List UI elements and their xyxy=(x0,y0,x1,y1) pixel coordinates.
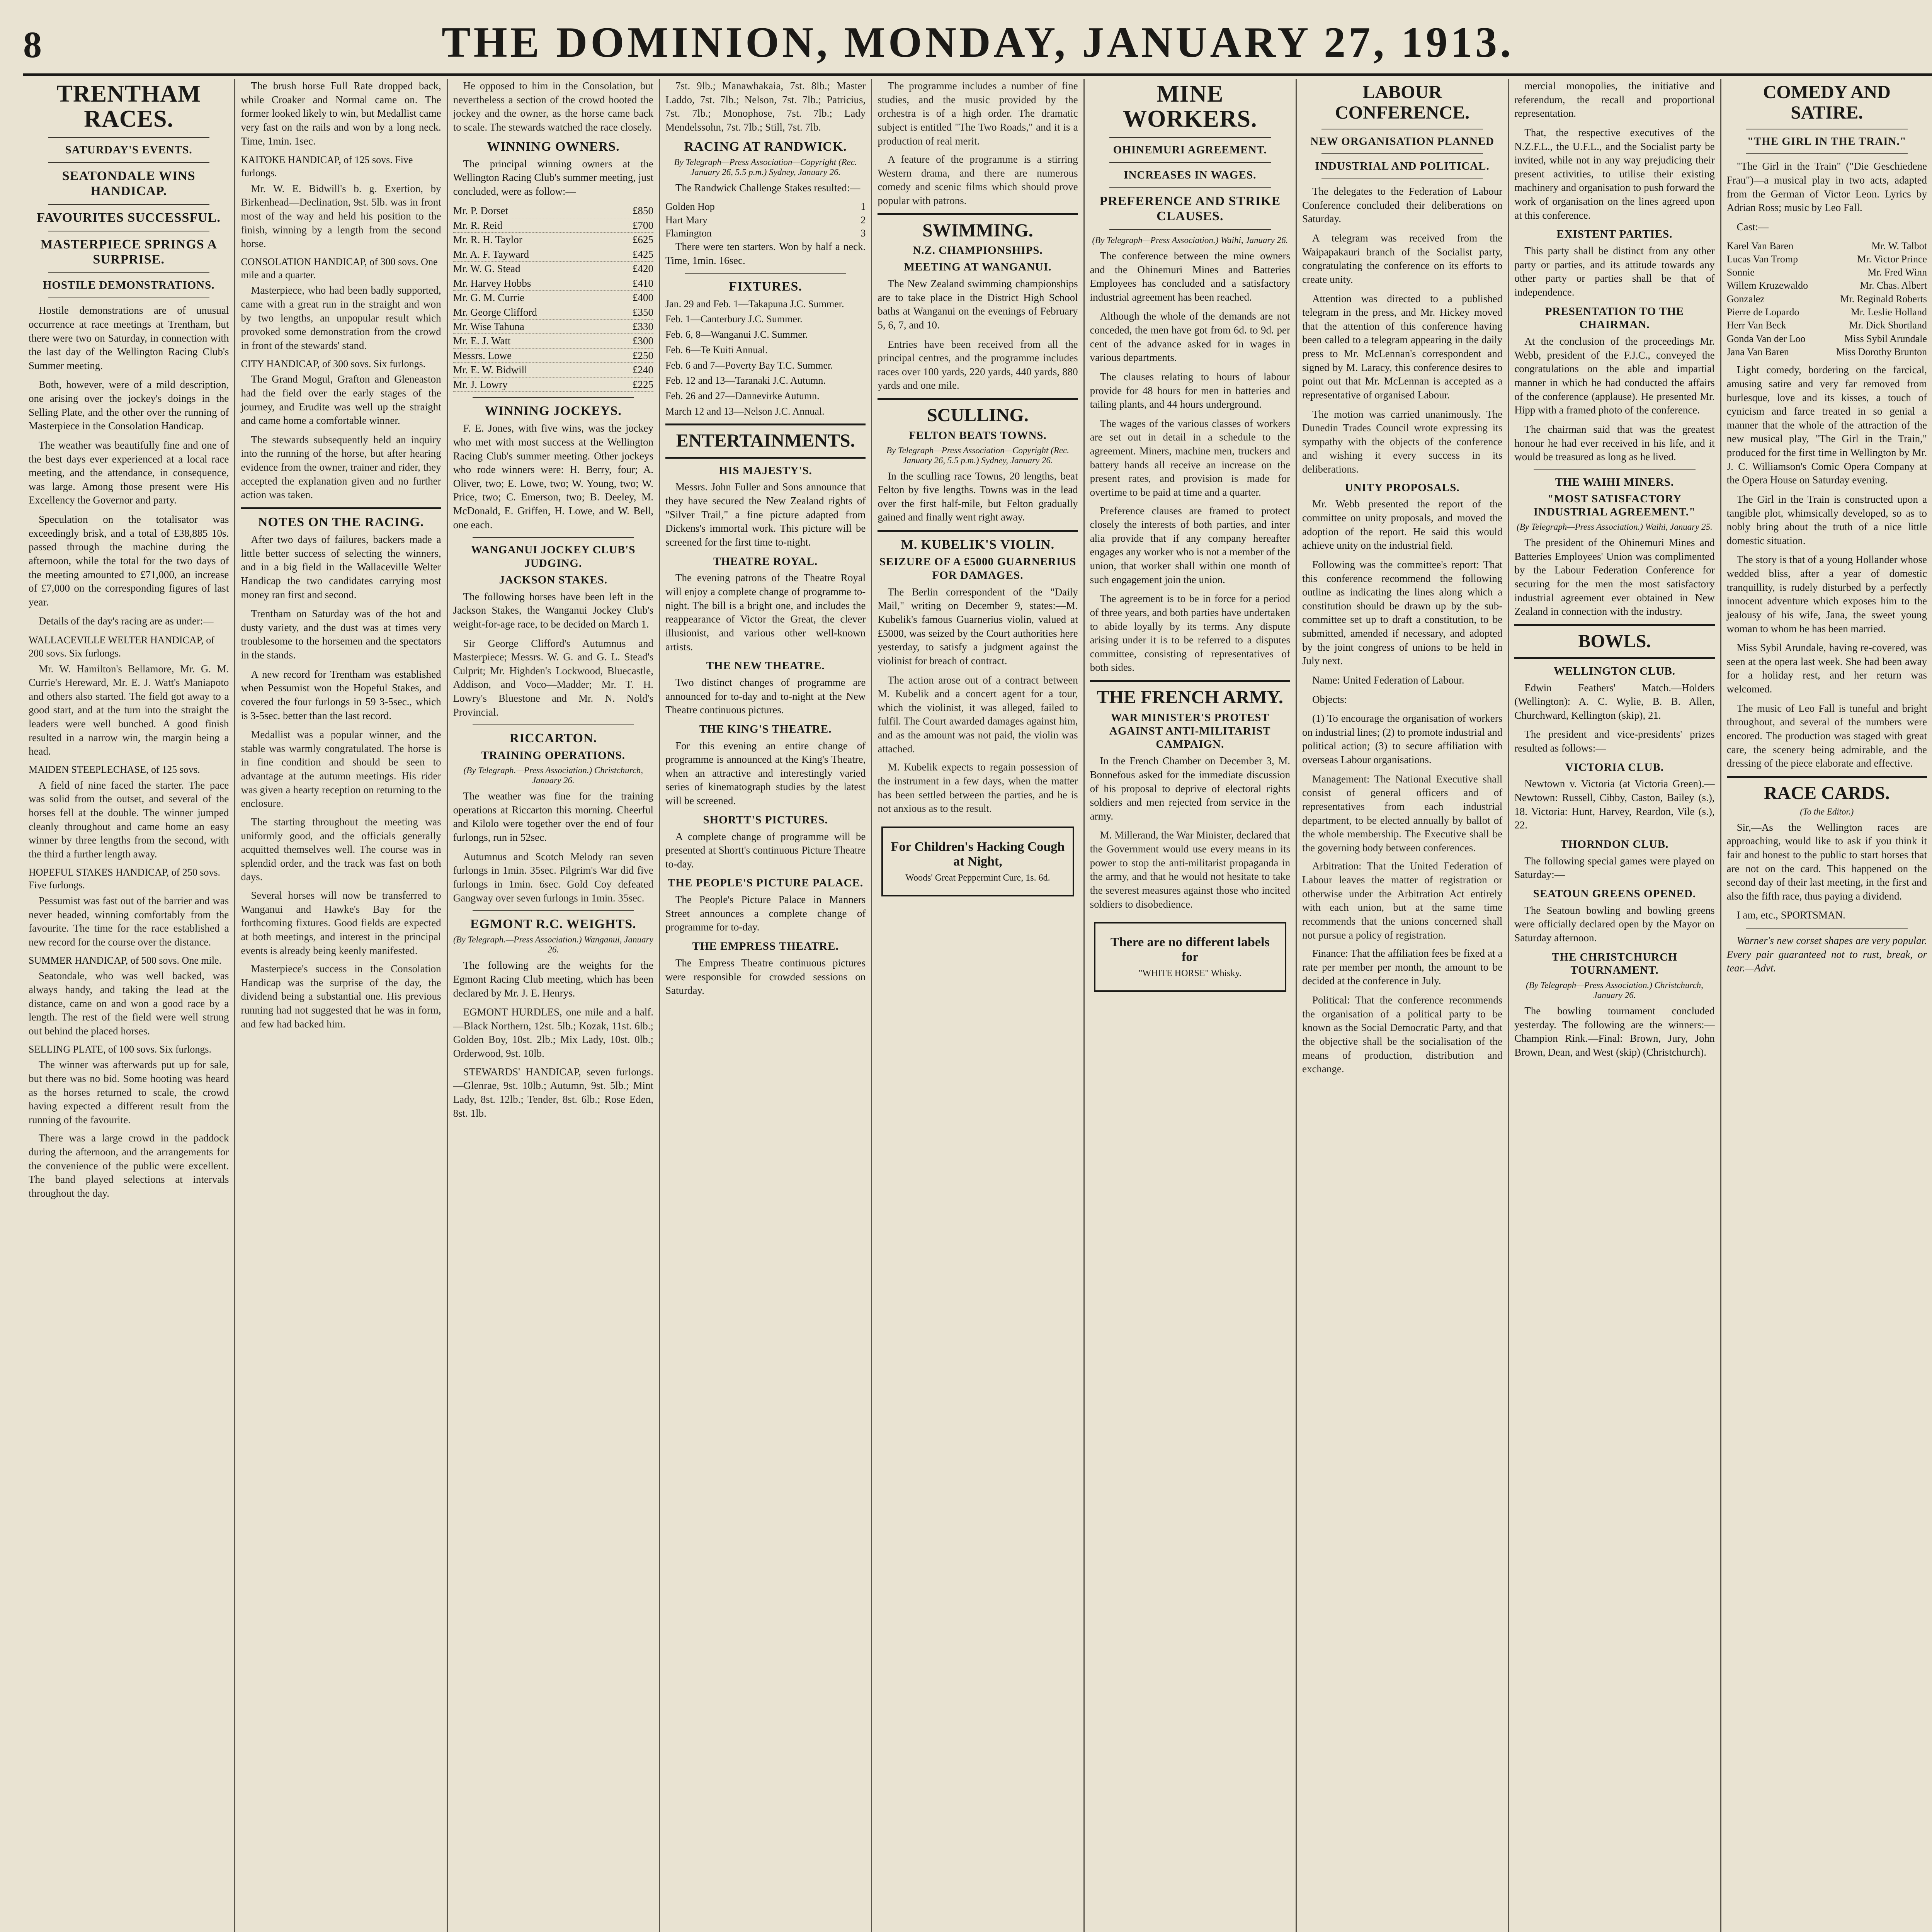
randwick-text: The Randwick Challenge Stakes resulted:— xyxy=(675,182,861,194)
owner-row: Mr. R. H. Taylor £625 xyxy=(453,233,653,247)
divider xyxy=(473,724,634,725)
divider xyxy=(1109,229,1271,230)
race-cards-text: Sir,—As the Wellington races are approaching, would like to ask if you think it fair and honest to the public to start horses that are not on the card. This happened on the second day of their last meeting, in the first and also the fifth race, thus paying a dividend. xyxy=(1726,821,1927,902)
divider xyxy=(1746,928,1908,929)
race-result: KAITOKE HANDICAP, of 125 sovs. Five furlongs. xyxy=(241,154,413,179)
divider xyxy=(1514,657,1714,659)
divider xyxy=(48,272,209,273)
trentham-paragraph: Both, however, were of a mild description, one arising over the jockey's doings in the Selling Plate, and the other over the running of Masterpiece in the Consolation Handicap. xyxy=(29,379,229,432)
unity-text: Mr. Webb presented the report of the committee on unity proposals, and moved the adoption of the report. He said this would achieve unity on the industrial field. xyxy=(1302,498,1503,551)
owner-row: Mr. R. Reid £700 xyxy=(453,218,653,233)
notes-paragraph: After two days of failures, backers made a little better success of selecting the winners, and in a big field in the Wallaceville Welter Handicap the two candidates carrying most money ran first and second. xyxy=(241,534,441,600)
labour-detail: The motion was carried unanimously. The Dunedin Trades Council wrote expressing its sympathy with the objects of the conference and wishing it every success in its deliberations. xyxy=(1302,408,1503,475)
thorndon-club-text: The following special games were played on Saturday:— xyxy=(1514,855,1715,881)
owner-row: Mr. Harvey Hobbs £410 xyxy=(453,276,653,291)
randwick-place-row: Flamington 3 xyxy=(665,227,866,239)
kings-text: For this evening an entire change of programme is announced at the King's Theatre, when an attractive and interestingly varied series of kinematograph studies by the latest will be screened. xyxy=(665,740,866,807)
race-cards-subheading: (To the Editor.) xyxy=(1800,806,1854,816)
divider xyxy=(1746,153,1908,154)
fixture-item: Feb. 26 and 27—Dannevirke Autumn. xyxy=(665,390,820,402)
divider xyxy=(878,398,1078,400)
divider xyxy=(1109,137,1271,138)
newtheatre-text: Two distinct changes of programme are announced for to-day and to-night at the New Theatre continuous pictures. xyxy=(665,676,866,716)
christchurch-heading: THE CHRISTCHURCH TOURNAMENT. xyxy=(1552,951,1677,977)
divider xyxy=(1514,624,1714,626)
race-detail: Masterpiece's success in the Consolation Handicap was the surprise of the day, the dividend being a substantial one. His previous running had not suggested that he was in form, and few had backed him. xyxy=(241,963,441,1030)
majesty-heading: HIS MAJESTY'S. xyxy=(719,464,812,477)
labour-paragraph: A telegram was received from the Waipapakauri branch of the Socialist party, congratulating the conference on its efforts to create unity. xyxy=(1302,232,1503,285)
mine-detail: The wages of the various classes of workers are set out in detail in a schedule to the agreement. Miners, machine men, truckers and battery hands all receive an increase on the present rates, and provision is made for overtime to be paid at time and a quarter. xyxy=(1090,417,1290,498)
entertainment-detail: The programme includes a number of fine studies, and the music provided by the orchestra is of a high order. The dramatic subject is entitled "The Two Roads," and it is a production of real merit. xyxy=(878,80,1078,147)
winning-owners-heading: WINNING OWNERS. xyxy=(486,139,620,154)
notes-paragraph: Trentham on Saturday was of the hot and dusty variety, and the dust was at times very troublesome to the horsemen and the spectators in the stands. xyxy=(241,608,441,661)
sculling-heading: SCULLING. xyxy=(927,405,1029,426)
royal-heading: THEATRE ROYAL. xyxy=(713,555,818,568)
randwick-place-row: Golden Hop 1 xyxy=(665,201,866,213)
shortts-heading: SHORTT'S PICTURES. xyxy=(703,813,828,826)
race-detail: A field of nine faced the starter. The pace was solid from the outset, and several of the horses fell at the double. The winner jumped cleanly throughout and came home an easy winner by three lengths from the second, with the third a further length away. xyxy=(29,779,229,860)
labour-subheading-1: NEW ORGANISATION PLANNED xyxy=(1310,135,1494,148)
swimming-detail: Entries have been received from all the principal centres, and the programme includes races over 100 yards, 220 yards, 440 yards, 880 yards and one mile. xyxy=(878,338,1078,391)
chairman-text-2: The chairman said that was the greatest honour he had ever received in his life, and it would be treasured as long as he lived. xyxy=(1514,423,1715,463)
swimming-subheading-2: MEETING AT WANGANUI. xyxy=(904,261,1052,274)
column-2 xyxy=(235,79,447,1932)
race-detail: Several horses will now be transferred to Wanganui and Hawke's Bay for the forthcoming fixtures. Good fields are expected at both meetings, and interest in the principal events is already being keenly manifested. xyxy=(241,889,441,956)
objects-heading: Objects: xyxy=(1312,693,1347,705)
riccarton-heading: RICCARTON. xyxy=(509,731,597,746)
race-detail: Masterpiece, who had been badly supported, came with a great run in the straight and won by two lengths, an unpopular result which provoked some demonstration from the crowd in front of the stewards' stand. xyxy=(241,284,441,351)
trentham-subhead-3: FAVOURITES SUCCESSFUL. xyxy=(37,211,221,225)
chairman-text: At the conclusion of the proceedings Mr. Webb, president of the F.J.C., conveyed the congratulations on the able and impartial manner in which he had conducted the affairs of the conference (applause). He presented Mr. Hipp with a framed photo of the conference. xyxy=(1514,335,1715,416)
egmont-heading: EGMONT R.C. WEIGHTS. xyxy=(470,917,636,932)
kubelik-detail: M. Kubelik expects to regain possession of the instrument in a few days, when the matter has been settled between the parties, and he is not anxious as to the result. xyxy=(878,761,1078,815)
fixture-item: Feb. 6—Te Kuiti Annual. xyxy=(665,344,768,355)
entertainment-detail: A feature of the programme is a stirring Western drama, and there are numerous comedy and scenic films which should prove popular with patrons. xyxy=(878,153,1078,206)
divider xyxy=(473,910,634,911)
randwick-credit: By Telegraph—Press Association—Copyright (Rec. January 26, 5.5 p.m.) Sydney, January 26. xyxy=(674,157,857,177)
newtheatre-heading: THE NEW THEATRE. xyxy=(706,660,825,672)
egmont-credit: (By Telegraph.—Press Association.) Wanganui, January 26. xyxy=(453,935,653,955)
mine-subheading-1: OHINEMURI AGREEMENT. xyxy=(1113,144,1267,156)
cast-row: Herr Van Beck Mr. Dick Shortland xyxy=(1726,320,1927,331)
race-detail: The winner was afterwards put up for sale, but there was no bid. Some hooting was heard as the horses returned to scale, the crowd having expected a different result from the running of the favourite. xyxy=(29,1059,229,1126)
felton-credit: By Telegraph—Press Association—Copyright (Rec. January 26, 5.5 p.m.) Sydney, January 26. xyxy=(886,445,1070,465)
mine-detail: The agreement is to be in force for a period of three years, and both parties have undertaken to abide loyally by its terms. Any dispute arising under it is to be referred to a disputes committee, consisting of representatives of both sides. xyxy=(1090,593,1290,673)
results-heading: Details of the day's racing are as under:— xyxy=(39,615,214,627)
divider xyxy=(665,423,866,425)
race-detail: Mr. W. E. Bidwill's b. g. Exertion, by Birkenhead—Declination, 9st. 5lb. was in front most of the way and held his position to the finish, winning by a length from the second horse. xyxy=(241,182,441,250)
labour-paragraph: The delegates to the Federation of Labour Conference concluded their deliberations on Saturday. xyxy=(1302,185,1503,225)
kubelik-detail: The action arose out of a contract between M. Kubelik and a concert agent for a tour, which the violinist, it was alleged, failed to fulfil. The Court awarded damages against him, and as the amount was not paid, the violin was attached. xyxy=(878,674,1078,755)
trentham-paragraph: Speculation on the totalisator was exceedingly brisk, and a total of £38,885 10s. passed through the machine during the afternoon, while the total for the two days of the meeting amounted to £71,000, an increase of £7,000 on the corresponding figures of last year. xyxy=(29,514,229,608)
race-detail: He opposed to him in the Consolation, but nevertheless a section of the crowd hooted the jockey and the owner, as the horse came back to scale. The stewards watched the race closely. xyxy=(453,80,653,133)
trentham-paragraph: Hostile demonstrations are of unusual occurrence at race meetings at Trentham, but there were two on Saturday, in connection with the last day of the Wellington Racing Club's Summer meeting. xyxy=(29,304,229,371)
race-result: CITY HANDICAP, of 300 sovs. Six furlongs. xyxy=(241,358,426,369)
egmont-text: The following are the weights for the Egmont Racing Club meeting, which has been declared by Mr. J. E. Henrys. xyxy=(453,959,653,999)
column-7 xyxy=(1297,79,1509,1932)
labour-detail: Arbitration: That the United Federation of Labour leaves the matter of registration or otherwise under the Arbitration Act entirely with each union, but at the same time recommends that the unions concerned shall not pursue a policy of registration. xyxy=(1302,860,1503,941)
column-9 xyxy=(1721,79,1932,1932)
french-army-subheading: WAR MINISTER'S PROTEST AGAINST ANTI-MILITARIST CAMPAIGN. xyxy=(1109,711,1271,751)
notes-paragraph: A new record for Trentham was established when Pessumist won the Hopeful Stakes, and covered the four furlongs in 59 3-5sec., which is 3-5sec. better than the last record. xyxy=(241,668,441,721)
objects-text: (1) To encourage the organisation of workers on industrial lines; (2) to promote industrial and political action; (3) to secure affiliation with overseas Labour organisations. xyxy=(1302,713,1503,766)
owner-row: Mr. P. Dorset £850 xyxy=(453,204,653,218)
divider xyxy=(241,507,441,509)
race-result: CONSOLATION HANDICAP, of 300 sovs. One mile and a quarter. xyxy=(241,256,438,281)
comedy-subheading: "THE GIRL IN THE TRAIN." xyxy=(1747,135,1906,148)
owner-row: Mr. G. M. Currie £400 xyxy=(453,291,653,305)
mine-paragraph: Preference clauses are framed to protect closely the interests of both parties, and inter alia provide that if any company hereafter engages any worker who is not a member of the union, that worker shall within one month of such engagement join the union. xyxy=(1090,505,1290,585)
labour-detail: Management: The National Executive shall consist of general officers and of representatives from each industrial department, to be elected annually by ballot of the whole membership. The Executive shall be the governing body between conferences. xyxy=(1302,773,1503,854)
christchurch-text: The bowling tournament concluded yesterday. The following are the winners:—Champion Rink.—Final: Brown, Jury, John Brown, Dean, and West (skip) (Christchurch). xyxy=(1514,1005,1715,1058)
race-result: MAIDEN STEEPLECHASE, of 125 sovs. xyxy=(29,764,200,775)
winning-owners-list xyxy=(453,204,653,392)
mine-paragraph: The clauses relating to hours of labour provide for 48 hours for men in batteries and tailing plants, and 44 hours underground. xyxy=(1090,371,1290,410)
riccarton-text: The weather was fine for the training operations at Riccarton this morning. Cheerful and Kilolo were together over the end of four furlongs, run in 52sec. xyxy=(453,790,653,844)
race-result: HOPEFUL STAKES HANDICAP, of 250 sovs. Five furlongs. xyxy=(29,866,221,891)
peppermint-cure-advert: For Children's Hacking Cough at Night, Woods' Great Peppermint Cure, 1s. 6d. xyxy=(881,827,1074,896)
cast-row: Jana Van Baren Miss Dorothy Brunton xyxy=(1726,346,1927,358)
fixture-item: Jan. 29 and Feb. 1—Takapuna J.C. Summer. xyxy=(665,298,844,310)
divider xyxy=(48,204,209,205)
french-army-heading: THE FRENCH ARMY. xyxy=(1097,687,1283,708)
finance-text: Finance: That the affiliation fees be fixed at a rate per member per month, the amount to be decided at the conference in July. xyxy=(1302,947,1503,987)
mine-subheading-2: INCREASES IN WAGES. xyxy=(1124,168,1257,181)
column-5 xyxy=(872,79,1084,1932)
waihi-heading: THE WAIHI MINERS. xyxy=(1555,476,1674,488)
divider xyxy=(878,530,1078,532)
trentham-subhead-5: HOSTILE DEMONSTRATIONS. xyxy=(43,279,215,292)
riccarton-credit: (By Telegraph.—Press Association.) Christchurch, January 26. xyxy=(463,765,643,786)
cast-row: Karel Van Baren Mr. W. Talbot xyxy=(1726,240,1927,252)
felton-text: In the sculling race Towns, 20 lengths, beat Felton by five lengths. Towns was in the lead over the first half-mile, but Felton gradually gained and finally went right away. xyxy=(878,470,1078,523)
labour-paragraph: Attention was directed to a published telegram in the press, and Mr. Hickey moved that the attention of this conference having been called to a telegram appearing in the daily press to Mr. McLennan's correspondent and signed by M. Laracy, this conference desires to point out that Mr. McLennan is accepted as a representative of organised Labour. xyxy=(1302,293,1503,401)
cast-row: Gonda Van der Loo Miss Sybil Arundale xyxy=(1726,333,1927,344)
divider xyxy=(48,137,209,138)
mine-paragraph: Although the whole of the demands are not conceded, the men have got from 6d. to 9d. per cent of the advance asked for in wages in various departments. xyxy=(1090,310,1290,364)
comedy-heading: COMEDY AND SATIRE. xyxy=(1763,82,1891,123)
peoples-heading: THE PEOPLE'S PICTURE PALACE. xyxy=(668,877,864,889)
race-paragraph: The brush horse Full Rate dropped back, while Croaker and Normal came on. The former looked likely to win, but Medallist came very fast on the rails and won by a long neck. Time, 1min. 1sec. xyxy=(241,80,441,147)
owner-row: Mr. A. F. Tayward £425 xyxy=(453,247,653,262)
french-army-text: In the French Chamber on December 3, M. Bonnefous asked for the immediate discussion of his proposal to deprive of electoral rights soldiers and men rejected from service in the army. xyxy=(1090,755,1290,822)
race-result: WALLACEVILLE WELTER HANDICAP, of 200 sovs. Six furlongs. xyxy=(29,634,214,659)
labour-detail: Political: That the conference recommends the organisation of a political party to be known as the Social Democratic Party, and that the objective shall be the socialisation of the means of production, distribution and exchange. xyxy=(1302,994,1503,1075)
unity-text-2: Following was the committee's report: That this conference recommend the following outline as indicating the lines along which a constitution should be drawn up by the sub-committee set up to draft a constitution, to be submitted, amended if necessary, and adopted by the joint congress of unions to be held in July next. xyxy=(1302,558,1503,667)
labour-heading: LABOUR CONFERENCE. xyxy=(1335,82,1470,123)
royal-text: The evening patrons of the Theatre Royal will enjoy a complete change of programme to-night. The bill is a bright one, and includes the reappearance of Victor the Great, the clever illusionist, and various other well-known artists. xyxy=(665,572,866,653)
column-1 xyxy=(23,79,235,1932)
comedy-paragraph: Light comedy, bordering on the farcical, amusing satire and very far removed from burlesque, love and its kisses, a touch of cynicism and farce treated in so genial a manner that the whole of the attraction of the new musical play, "The Girl in the Train," produced for the first time in Wellington by Mr. J. C. Williamson's Comic Opera Company at the Opera House on Saturday evening. xyxy=(1726,364,1927,486)
cast-row: Gonzalez Mr. Reginald Roberts xyxy=(1726,293,1927,304)
randwick-place-row: Hart Mary 2 xyxy=(665,214,866,226)
divider xyxy=(473,537,634,538)
kubelik-subheading: SEIZURE OF A £5000 GUARNERIUS FOR DAMAGES. xyxy=(879,556,1077,582)
divider xyxy=(1109,162,1271,163)
kubelik-text: The Berlin correspondent of the "Daily Mail," writing on December 9, states:—M. Kubelik's famous Guarnerius violin, valued at £5000, was seized by the Court authorities here yesterday, to satisfy a judgment against the violinist for breach of contract. xyxy=(878,586,1078,667)
race-cards-signature: I am, etc., SPORTSMAN. xyxy=(1736,909,1845,921)
warner-advert: Warner's new corset shapes are very popular. Every pair guaranteed not to rust, break, or tear.—Advt. xyxy=(1726,935,1927,974)
white-horse-advert: There are no different labels for "WHITE HORSE" Whisky. xyxy=(1094,922,1286,992)
thorndon-club-heading: THORNDON CLUB. xyxy=(1560,838,1669,850)
owner-row: Mr. E. W. Bidwill £240 xyxy=(453,363,653,377)
randwick-footer: There were ten starters. Won by half a neck. Time, 1min. 16sec. xyxy=(665,241,866,266)
wellington-club-heading: WELLINGTON CLUB. xyxy=(1553,665,1676,677)
cast-row: Sonnie Mr. Fred Winn xyxy=(1726,267,1927,278)
race-detail: Medallist was a popular winner, and the stable was warmly congratulated. The horse is in fine condition and should be seen to advantage at the autumn meetings. His rider was given a hearty reception on returning to the enclosure. xyxy=(241,729,441,810)
divider xyxy=(665,457,866,459)
cast-row: Pierre de Lopardo Mr. Leslie Holland xyxy=(1726,306,1927,318)
column-3 xyxy=(448,79,660,1932)
french-detail: M. Millerand, the War Minister, declared that the Government would use every means in its power to stop the anti-militarist propaganda in the army, and that he would not hesitate to take the severest measures against those who incited soldiers to disobedience. xyxy=(1090,829,1290,910)
randwick-heading: RACING AT RANDWICK. xyxy=(684,139,847,154)
owner-row: Mr. J. Lowry £225 xyxy=(453,378,653,392)
cast-row: Willem Kruzewaldo Mr. Chas. Albert xyxy=(1726,280,1927,291)
race-detail: EGMONT HURDLES, one mile and a half.—Black Northern, 12st. 5lb.; Kozak, 11st. 6lb.; Golden Boy, 10st. 2lb.; Mix Lady, 10st. 0lb.; Orderwood, 9st. 10lb. xyxy=(453,1006,653,1059)
waihi-text: The president of the Ohinemuri Mines and Batteries Employees' Union was complimented by the Labour Federation Conference for securing for the men the most satisfactory industrial agreement ever obtained in New Zealand in connection with the industry. xyxy=(1514,537,1715,617)
wanganui-text: The following horses have been left in the Jackson Stakes, the Wanganui Jockey Club's weight-for-age race, to be decided on March 1. xyxy=(453,590,653,630)
race-detail: Sir George Clifford's Autumnus and Masterpiece; Messrs. W. G. and G. L. Stead's Culprit; Mr. Highden's Lockwood, Bluecastle, Addison, and Voco—Madder; Mr. T. H. Lowry's Bluestone and Mr. N. Nold's Provincial. xyxy=(453,637,653,718)
wanganui-heading: WANGANUI JOCKEY CLUB'S JUDGING. xyxy=(471,544,636,570)
owner-row: Mr. George Clifford £350 xyxy=(453,305,653,320)
trentham-subhead-4: MASTERPIECE SPRINGS A SURPRISE. xyxy=(40,237,217,267)
race-detail: There was a large crowd in the paddock during the afternoon, and the arrangements for the convenience of the public were excellent. The band played selections at intervals throughout the day. xyxy=(29,1132,229,1199)
owner-row: Mr. W. G. Stead £420 xyxy=(453,262,653,276)
fixture-item: Feb. 6 and 7—Poverty Bay T.C. Summer. xyxy=(665,359,833,371)
fixture-item: Feb. 1—Canterbury J.C. Summer. xyxy=(665,313,803,325)
wanganui-subheading: JACKSON STAKES. xyxy=(499,573,607,586)
peoples-text: The People's Picture Palace in Manners Street announces a complete change of programme for to-day. xyxy=(665,894,866,933)
masthead xyxy=(23,15,1932,76)
winning-jockeys-heading: WINNING JOCKEYS. xyxy=(485,404,622,418)
victoria-club-text: Newtown v. Victoria (at Victoria Green).—Newtown: Russell, Cibby, Caston, Bailey (s.), 18. Victoria: Hunt, Harvey, Reardon, Vile (s.), 22. xyxy=(1514,778,1715,831)
trentham-paragraph: The weather was beautifully fine and one of the best days ever experienced at a local race meeting, and the attendance, in consequence, was large. Among those present were His Excellency the Governor and party. xyxy=(29,439,229,506)
columns xyxy=(23,79,1932,1932)
divider xyxy=(1727,776,1927,778)
trentham-subhead-2: SEATONDALE WINS HANDICAP. xyxy=(62,168,196,199)
name-line: Name: United Federation of Labour. xyxy=(1312,674,1464,686)
comedy-intro: "The Girl in the Train" ("Die Geschiedene Frau")—a musical play in two acts, adapted from the German of Victor Leon. Lyrics by Adrian Ross; music by Leo Fall. xyxy=(1726,160,1927,214)
divider xyxy=(1534,469,1695,470)
entertainments-heading: ENTERTAINMENTS. xyxy=(676,430,855,451)
column-6 xyxy=(1085,79,1297,1932)
mine-paragraph: The conference between the mine owners and the Ohinemuri Mines and Batteries Employees has concluded and a satisfactory industrial agreement has been reached. xyxy=(1090,250,1290,303)
labour-subheading-2: INDUSTRIAL AND POLITICAL. xyxy=(1315,160,1490,173)
column-8 xyxy=(1509,79,1721,1932)
labour-cont-paragraph: mercial monopolies, the initiative and referendum, the recall and proportional representation. xyxy=(1514,80,1715,119)
existent-text: This party shall be distinct from any other party or parties, and its attitude towards any other party or parties shall be that of independence. xyxy=(1514,245,1715,298)
race-cards-heading: RACE CARDS. xyxy=(1764,782,1890,803)
felton-heading: FELTON BEATS TOWNS. xyxy=(909,429,1047,442)
labour-cont-paragraph: That, the respective executives of the N.Z.F.L., the U.F.L., and the Socialist party be invited, while not in any way prejudicing their present activities, to utilise their existing machinery and organisation to push forward the work of organisation on the lines agreed upon at this conference. xyxy=(1514,126,1715,221)
existent-heading: EXISTENT PARTIES. xyxy=(1556,228,1673,241)
divider xyxy=(1109,187,1271,188)
presidents-text: The president and vice-presidents' prizes resulted as follows:— xyxy=(1514,728,1715,754)
mine-subheading-3: PREFERENCE AND STRIKE CLAUSES. xyxy=(1099,194,1281,223)
mine-credit: (By Telegraph—Press Association.) Waihi, January 26. xyxy=(1092,235,1288,245)
owner-row: Messrs. Lowe £250 xyxy=(453,349,653,363)
race-detail: Autumnus and Scotch Melody ran seven furlongs in 1min. 35sec. Pilgrim's War did five furlongs in 1min. 6sec. Gold Coy defeated Gangway over seven furlongs in 1min. 35sec. xyxy=(453,850,653,904)
divider xyxy=(1321,153,1483,154)
swimming-heading: SWIMMING. xyxy=(922,220,1033,241)
divider xyxy=(48,162,209,163)
bowls-heading: BOWLS. xyxy=(1578,631,1651,651)
divider xyxy=(685,273,846,274)
kubelik-heading: M. KUBELIK'S VIOLIN. xyxy=(901,537,1055,552)
empress-heading: THE EMPRESS THEATRE. xyxy=(692,940,839,953)
race-result: SUMMER HANDICAP, of 500 sovs. One mile. xyxy=(29,954,222,966)
race-detail: The stewards subsequently held an inquiry into the running of the horse, but after hearing evidence from the owner, trainer and rider, they accepted the explanation given and no further action was taken. xyxy=(241,434,441,501)
unity-heading: UNITY PROPOSALS. xyxy=(1345,481,1460,494)
notes-heading: NOTES ON THE RACING. xyxy=(258,515,424,529)
divider xyxy=(878,213,1078,215)
race-detail: The starting throughout the meeting was uniformly good, and the officials generally acquitted themselves well. The course was in splendid order, and the track was fast on both days. xyxy=(241,816,441,883)
race-result: SELLING PLATE, of 100 sovs. Six furlongs. xyxy=(29,1043,212,1055)
fixture-item: Feb. 12 and 13—Taranaki J.C. Autumn. xyxy=(665,375,826,386)
comedy-detail: The music of Leo Fall is tuneful and bright throughout, and several of the numbers were encored. The production was staged with great care, the scenery being admirable, and the dressing of the piece elaborate and effective. xyxy=(1726,702,1927,769)
fixture-item: Feb. 6, 8—Wanganui J.C. Summer. xyxy=(665,329,808,340)
owner-row: Mr. E. J. Watt £300 xyxy=(453,334,653,348)
race-paragraph: The Grand Mogul, Grafton and Gleneaston had the field over the early stages of the journey, and Erudite was well up the straight and came home a comfortable winner. xyxy=(241,373,441,427)
race-detail: 7st. 9lb.; Manawhakaia, 7st. 8lb.; Master Laddo, 7st. 7lb.; Nelson, 7st. 7lb.; Patricius, 7st. 7lb.; Monophose, 7st. 7lb.; Lady Mendelssohn, 7st. 7lb.; Still, 7st. 7lb. xyxy=(665,80,866,133)
waihi-subheading: "MOST SATISFACTORY INDUSTRIAL AGREEMENT." xyxy=(1533,492,1696,519)
empress-text: The Empress Theatre continuous pictures were responsible for crowded sessions on Saturday. xyxy=(665,957,866,997)
comedy-paragraph: The Girl in the Train is constructed upon a tangible plot, whimsically developed, so as to nobly bring about the truth of a nice little domestic situation. xyxy=(1726,493,1927,546)
cast-row: Lucas Van Tromp Mr. Victor Prince xyxy=(1726,253,1927,265)
mine-heading: MINE WORKERS. xyxy=(1123,81,1257,133)
victoria-club-heading: VICTORIA CLUB. xyxy=(1565,761,1664,774)
shortts-text: A complete change of programme will be presented at Shortt's continuous Picture Theatre to-day. xyxy=(665,830,866,870)
race-detail: Pessumist was fast out of the barrier and was never headed, winning comfortably from the favourite. The time for the race established a new record for the course over the distance. xyxy=(29,895,229,948)
comedy-paragraph: Miss Sybil Arundale, having re-covered, was seen at the opera last week. She had been away for a holiday rest, and her return was welcomed. xyxy=(1726,642,1927,695)
fixtures-heading: FIXTURES. xyxy=(729,279,802,294)
race-detail: Mr. W. Hamilton's Bellamore, Mr. G. M. Currie's Hereward, Mr. E. J. Watt's Maniapoto and others also started. The field got away to a good start, and at the turn into the straight the leaders were well bunched. A good finish resulted in a narrow win, the margin being a head. xyxy=(29,663,229,757)
trentham-headline: TRENTHAM RACES. xyxy=(56,81,201,133)
trentham-subhead-1: SATURDAY'S EVENTS. xyxy=(65,144,192,156)
seatoun-heading: SEATOUN GREENS OPENED. xyxy=(1533,887,1696,900)
cast-heading: Cast:— xyxy=(1736,221,1769,233)
swimming-text: The New Zealand swimming championships are to take place in the District High School baths at Wanganui on the evenings of February 5, 6, 7, and 10. xyxy=(878,278,1078,331)
page-number: 8 xyxy=(23,24,42,65)
wellington-club-text: Edwin Feathers' Match.—Holders (Wellington): A. C. Wylie, B. B. Allen, Churchward, Kellington (skip), 21. xyxy=(1514,682,1715,721)
comedy-paragraph: The story is that of a young Hollander whose wedded bliss, after a year of domestic tranquillity, is rudely disturbed by a perfectly innocent adventure which exposes him to the jealousy of his wife, Jana, the sweet young woman to whom he has been married. xyxy=(1726,554,1927,634)
divider xyxy=(473,397,634,398)
race-detail: STEWARDS' HANDICAP, seven furlongs.—Glenrae, 9st. 10lb.; Autumn, 9st. 5lb.; Mint Lady, 8st. 12lb.; Tender, 8st. 6lb.; Rose Eden, 8st. 1lb. xyxy=(453,1066,653,1119)
majesty-text: Messrs. John Fuller and Sons announce that they have secured the New Zealand rights of "Silver Trail," a fine picture adapted from Dickens's immortal work. This picture will be screened for the first time to-night. xyxy=(665,481,866,548)
fixture-item: March 12 and 13—Nelson J.C. Annual. xyxy=(665,406,825,417)
christchurch-credit: (By Telegraph—Press Association.) Christchurch, January 26. xyxy=(1526,980,1703,1000)
riccarton-subheading: TRAINING OPERATIONS. xyxy=(481,749,625,762)
waihi-credit: (By Telegraph—Press Association.) Waihi, January 25. xyxy=(1517,522,1713,532)
winning-jockeys-text: F. E. Jones, with five wins, was the jockey who met with most success at the Wellington Racing Club's summer meeting. Other jockeys who rode winners were: H. Berry, four; A. Oliver, two; E. Lowe, two; W. Young, two; W. Price, two; C. Emerson, two; B. Deeley, M. McDonald, E. Griffen, H. Lowe, and W. Bell, one each. xyxy=(453,422,653,531)
column-4 xyxy=(660,79,872,1932)
swimming-subheading: N.Z. CHAMPIONSHIPS. xyxy=(913,244,1043,257)
owner-row: Mr. Wise Tahuna £330 xyxy=(453,320,653,334)
kings-heading: THE KING'S THEATRE. xyxy=(699,723,832,735)
chairman-heading: PRESENTATION TO THE CHAIRMAN. xyxy=(1545,305,1684,331)
race-detail: Seatondale, who was well backed, was always handy, and taking the lead at the distance, came on and won a good race by a length. The rest of the field were well strung out behind the placed horses. xyxy=(29,970,229,1037)
divider xyxy=(1090,680,1290,682)
winning-owners-intro: The principal winning owners at the Wellington Racing Club's summer meeting, just concluded, were as follow:— xyxy=(453,158,653,197)
newspaper-title: THE DOMINION, MONDAY, JANUARY 27, 1913. xyxy=(441,19,1514,66)
seatoun-text: The Seatoun bowling and bowling greens were officially declared open by the Mayor on Saturday afternoon. xyxy=(1514,904,1715,944)
